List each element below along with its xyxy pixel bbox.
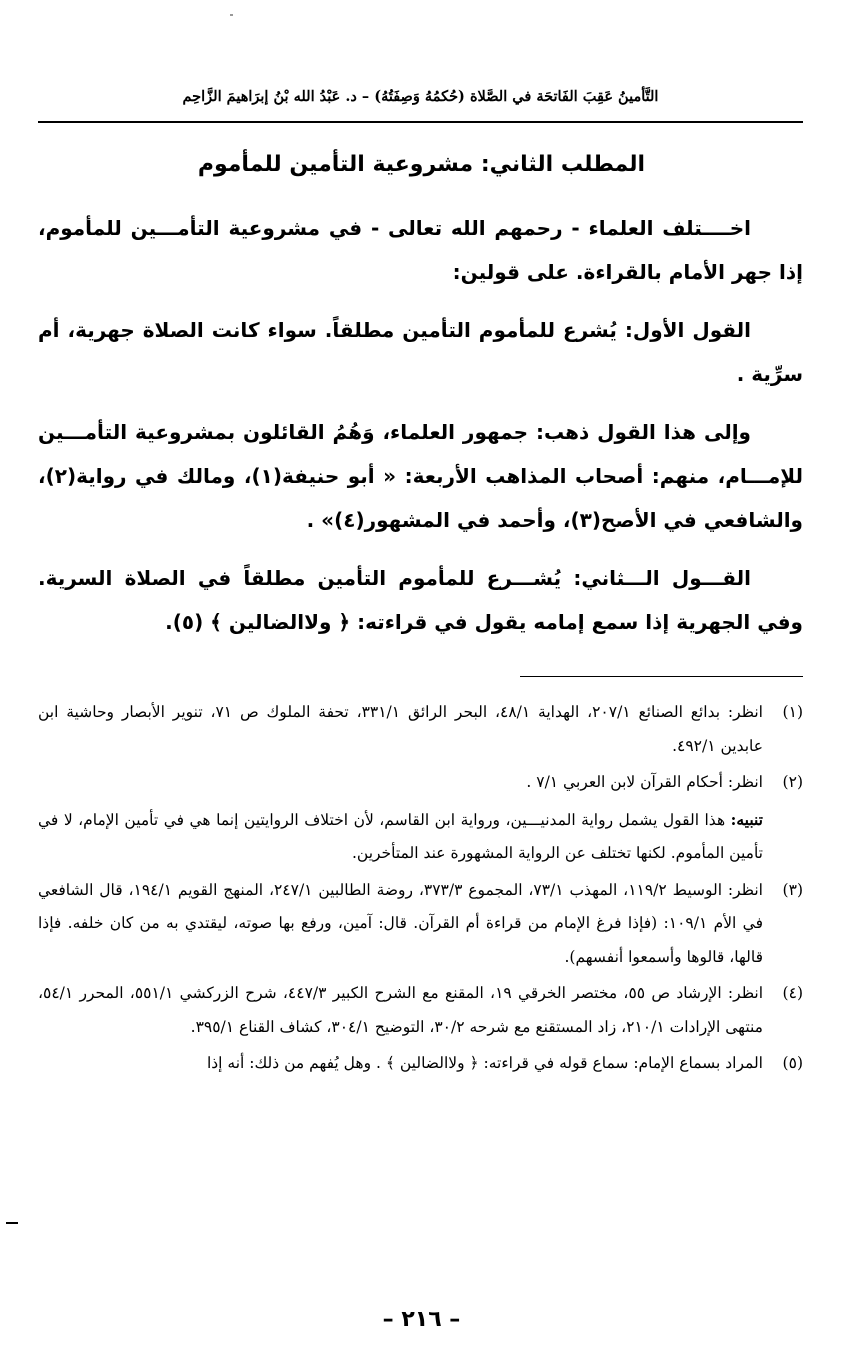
footnote-4 [38, 977, 803, 1044]
paragraph-second-opinion: القـــول الـــثاني: يُشـــرع للمأموم التأمين مطلقاً في الصلاة السرية. وفي الجهرية إذا سمع إمامه يقول في قراءته: ﴿ ولاالضالين ﴾ (٥). [38, 566, 803, 634]
scan-speck [230, 14, 233, 16]
body-text [38, 206, 803, 658]
paragraph-first-opinion: القول الأول: يُشرع للمأموم التأمين مطلقاً. سواء كانت الصلاة جهرية، أم سرِّية . [38, 318, 803, 386]
footnote-text: انظر: الوسيط ١١٩/٢، المهذب ٧٣/١، المجموع ٣٧٣/٣، روضة الطالبين ٢٤٧/١، المنهج القويم ١٩٤/١، قال الشافعي في الأم ١٠٩/١: (فإذا فرغ الإمام من قراءة أم القرآن. قال: آمين، ورفع بها صوته، ليقتدي به من كان خلفه. فإذا قالها، قالوها وأسمعوا أنفسهم). [38, 880, 763, 966]
footnote-3 [38, 874, 803, 975]
footnote-5 [38, 1047, 803, 1081]
footnote-note [38, 803, 803, 871]
continuation-mark [6, 1222, 18, 1224]
footnote-text: انظر: أحكام القرآن لابن العربي ٧/١ . [526, 773, 763, 791]
running-header: التَّأمينُ عَقِبَ الفَاتحَة في الصَّلاة (حُكمُهُ وَصِفَتُهُ) – د. عَبْدُ الله بْنُ إبرَاهيمَ الزَّاحِم [182, 88, 659, 105]
footnote-number: (٤) [782, 984, 803, 1002]
footnote-number: (٢) [782, 773, 803, 791]
footnote-number: (١) [782, 703, 803, 721]
footnote-number: (٣) [782, 880, 803, 899]
header-rule [38, 121, 803, 123]
paragraph-intro: اخــــتلف العلماء - رحمهم الله تعالى - في مشروعية التأمـــين للمأموم، إذا جهر الأمام بالقراءة. على قولين: [38, 216, 803, 284]
footnote-text: انظر: بدائع الصنائع ٢٠٧/١، الهداية ٤٨/١، البحر الرائق ٣٣١/١، تحفة الملوك ص ٧١، تنوير الأبصار وحاشية ابن عابدين ٤٩٢/١. [38, 703, 763, 755]
footnote-text: المراد بسماع الإمام: سماع قوله في قراءته: ﴿ ولاالضالين ﴾ . وهل يُفهم من ذلك: أنه إذا [206, 1054, 763, 1072]
note-text: هذا القول يشمل رواية المدنيـــين، ورواية ابن القاسم، لأن اختلاف الروايتين إنما هي في تأمين الإمام، لا في تأمين المأموم. لكنها تختلف عن الرواية المشهورة عند المتأخرين. [38, 810, 763, 862]
footnote-1 [38, 696, 803, 763]
paragraph-majority: وإلى هذا القول ذهب: جمهور العلماء، وَهُمُ القائلون بمشروعية التأمـــين للإمـــام، منهم: أصحاب المذاهب الأربعة: « أبو حنيفة(١)، ومالك في رواية(٢)، والشافعي في الأصح(٣)، وأحمد في المشهور(٤)» . [38, 420, 803, 532]
footnote-number: (٥) [782, 1054, 803, 1072]
note-label: تنبيه: [730, 809, 763, 829]
footnotes [38, 696, 803, 1084]
section-heading: المطلب الثاني: مشروعية التأمين للمأموم [197, 152, 646, 177]
footnote-text: انظر: الإرشاد ص ٥٥، مختصر الخرقي ١٩، المقنع مع الشرح الكبير ٤٤٧/٣، شرح الزركشي ٥٥١/١، المحرر ٥٤/١، منتهى الإرادات ٢١٠/١، زاد المستقنع مع شرحه ٣٠/٢، التوضيح ٣٠٤/١، كشاف القناع ٣٩٥/١. [38, 984, 764, 1036]
page-number: – ٢١٦ – [382, 1307, 461, 1332]
footnote-2 [38, 766, 803, 800]
footnote-separator [520, 676, 803, 677]
